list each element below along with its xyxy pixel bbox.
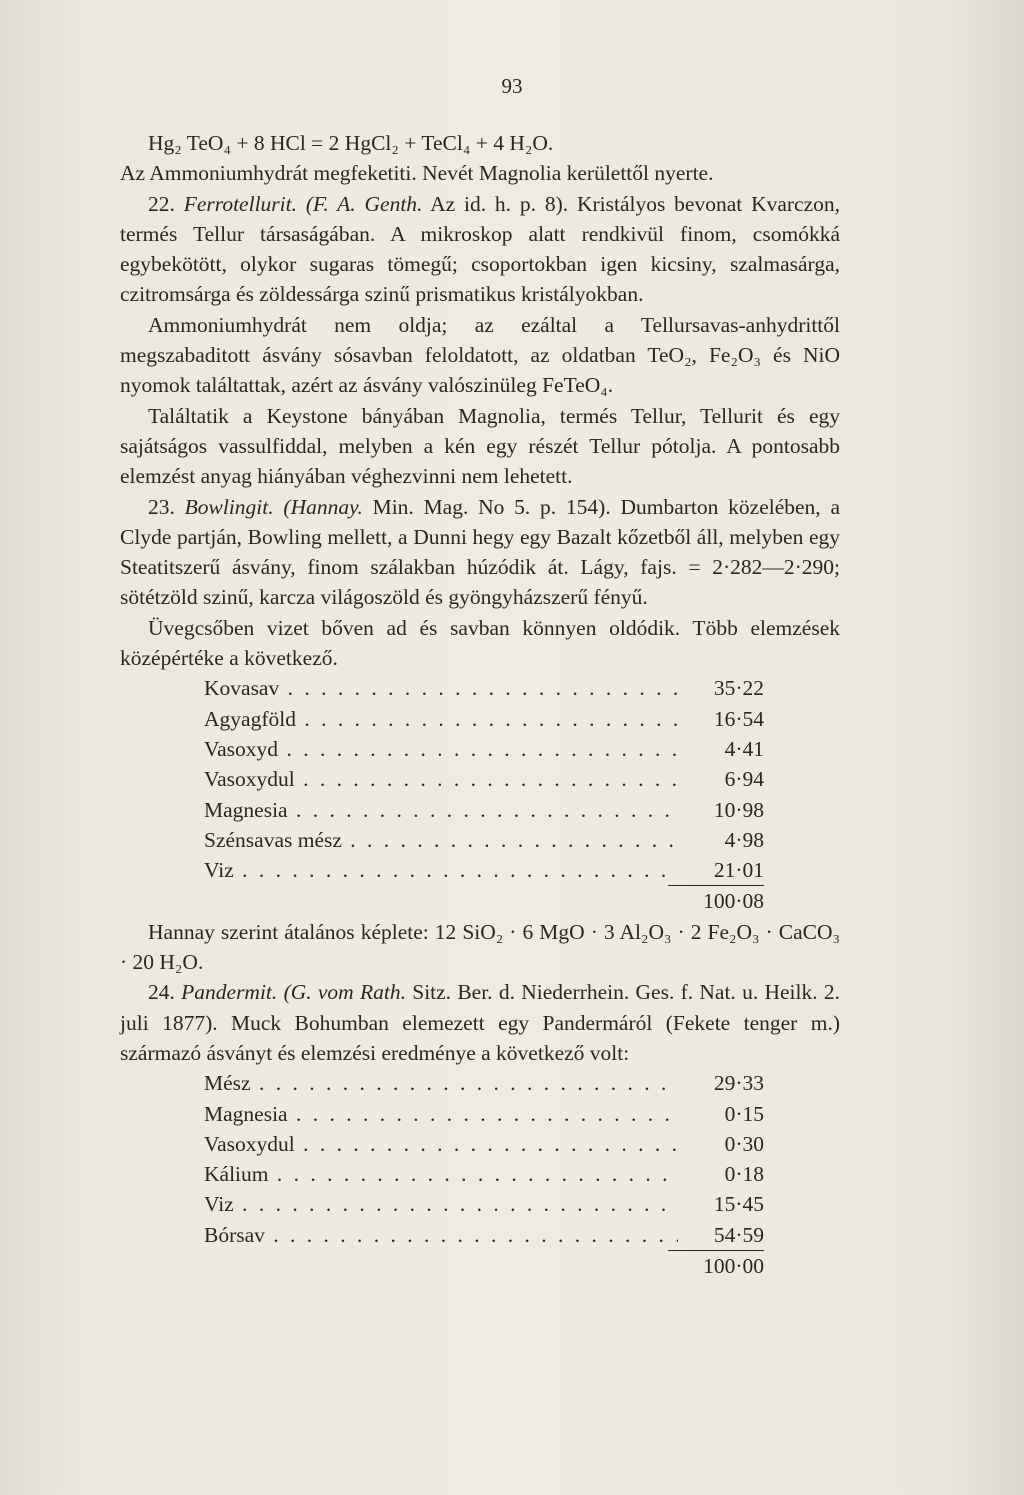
table-row: Magnesia . . . 0·15 [204, 1099, 764, 1129]
table-row: Mész . . . 29·33 [204, 1068, 764, 1098]
mineral-entry-24 [120, 977, 840, 1068]
mineral-name: Bowlingit. [184, 494, 274, 519]
entry-text: Sitz. Ber. d. Niederrhein. Ges. f. Nat. u. Heilk. 2. juli 1877). Muck Bohumban elemezett egy Pandermáról (Fekete tenger m.) származó ásványt és elemzési eredménye a következő volt: [120, 980, 840, 1065]
table-row: Viz . . . 15·45 [204, 1189, 764, 1219]
mineral-entry-23 [120, 492, 840, 613]
table-row: Magnesia . . . 10·98 [204, 795, 764, 825]
table-row: Kovasav . . . 35·22 [204, 673, 764, 703]
entry-number: 22. [148, 191, 175, 216]
table-row: Agyagföld . . . 16·54 [204, 704, 764, 734]
entry-number: 23. [148, 494, 175, 519]
ammonium-line: Az Ammoniumhydrát megfeketiti. Nevét Magnolia kerülettől nyerte. [120, 161, 714, 186]
table-total: 100·08 [703, 889, 764, 914]
table-row: Viz . . . 21·01 [204, 855, 764, 885]
table-row: Vasoxydul . . . 6·94 [204, 764, 764, 794]
table-row: Vasoxydul . . . 0·30 [204, 1129, 764, 1159]
mineral-author: (F. A. Genth. [305, 191, 423, 216]
page-body [120, 128, 840, 1281]
paragraph-uvegcso: Üvegcsőben vizet bőven ad és savban könnyen oldódik. Több elemzések középértéke a következő. [120, 615, 840, 671]
paragraph-keystone: Találtatik a Keystone bányában Magnolia, termés Tellur, Tellurit és egy sajátságos vassulfiddal, melyben a kén egy részét Tellur pótolja. A pontosabb elemzést anyag hiányában véghezvinni nem lehetett. [120, 403, 840, 489]
entry-text: Az id. h. p. 8). Kristályos bevonat Kvarczon, termés Tellur társaságában. A mikroskop alatt rendkivül finom, csomókká egybekötött, olykor sugaras tömegű; csoportokban igen kicsiny, szalmasárga, czitromsárga és zöldessárga szinű prismatikus kristályokban. [120, 191, 841, 307]
table-row: Kálium . . . 0·18 [204, 1159, 764, 1189]
paragraph-ammonium: Ammoniumhydrát nem oldja; az ezáltal a Tellursavas-anhydrittől megszabaditott ásvány sósavban feloldatott, az oldatban TeO₂, Fe₂O₃ és NiO nyomok találtattak, azért az ásvány valószinüleg FeTeO₄. [120, 312, 840, 398]
paragraph-hannay: Hannay szerint átalános képlete: 12 SiO₂ · 6 MgO · 3 Al₂O₃ · 2 Fe₂O₃ · CaCO₃ · 20 H₂O. [120, 919, 840, 975]
mineral-author: (G. vom Rath. [283, 980, 406, 1005]
reaction-formula: Hg₂ TeO₄ + 8 HCl = 2 HgCl₂ + TeCl₄ + 4 H₂O. [148, 131, 554, 155]
analysis-table-pandermit [204, 1068, 764, 1281]
table-row: Bórsav . . . 54·59 [204, 1220, 764, 1250]
table-row: Vasoxyd . . . 4·41 [204, 734, 764, 764]
page-number: 93 [501, 74, 523, 98]
analysis-table-bowlingit [204, 673, 764, 916]
mineral-entry-22 [120, 189, 840, 310]
mineral-author: (Hannay. [283, 494, 363, 519]
entry-text: Min. Mag. No 5. p. 154). Dumbarton közelében, a Clyde partján, Bowling mellett, a Dunni hegy egy Bazalt kőzetből áll, melyben egy Steatitszerű ásvány, finom szálakban húzódik át. Lágy, fajs. = 2·282—2·290; sötétzöld szinű, karcza világoszöld és gyöngyházszerű fényű. [120, 494, 840, 610]
mineral-name: Ferrotellurit. [183, 191, 297, 216]
entry-number: 24. [148, 980, 175, 1005]
table-total: 100·00 [703, 1253, 764, 1278]
mineral-name: Pandermit. [181, 980, 278, 1005]
table-row: Szénsavas mész . . . 4·98 [204, 825, 764, 855]
